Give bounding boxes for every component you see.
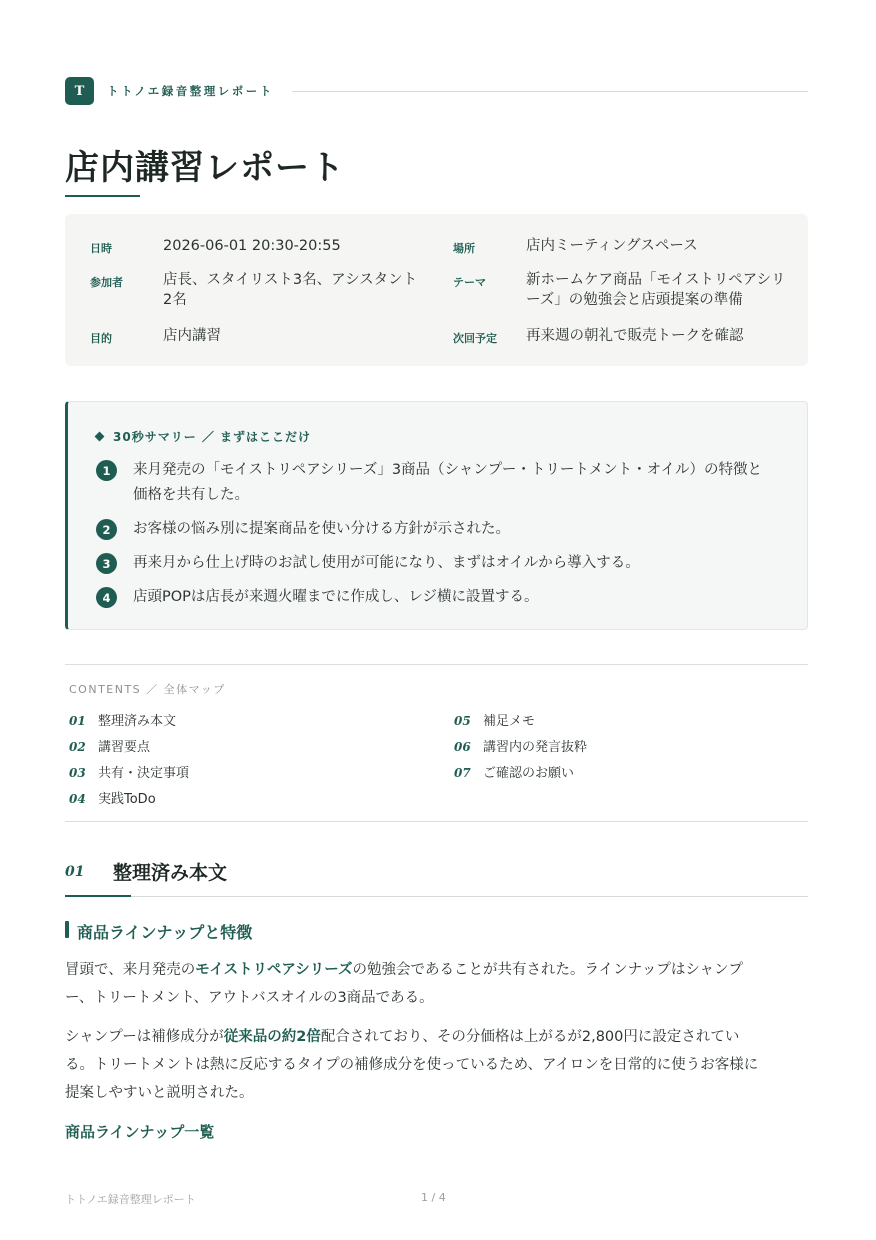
meta-participants-line1: 店長、スタイリスト3名、アシスタント (163, 272, 418, 288)
meta-place-label: 場所 (453, 242, 475, 255)
number-badge: 1 (96, 460, 117, 481)
meta-date-row (90, 236, 341, 256)
toc-label: ご確認のお願い (483, 766, 575, 781)
text-run: の勉強会であることが共有された。ラインナップはシャンプ (352, 962, 744, 978)
summary-item (96, 519, 793, 542)
meta-theme-line2: ーズ」の勉強会と店頭提案の準備 (526, 292, 743, 308)
toc-item[interactable] (69, 710, 176, 729)
meta-place-value: 店内ミーティングスペース (526, 238, 698, 254)
highlight-text: モイストリペアシリーズ (195, 962, 353, 978)
meta-purpose-value: 店内講習 (163, 328, 221, 344)
meta-next-value: 再来週の朝礼で販売トークを確認 (526, 328, 744, 344)
toc-number: 02 (69, 740, 86, 754)
toc-number: 04 (69, 792, 86, 806)
toc-label: 講習内の発言抜粋 (483, 740, 588, 755)
number-badge: 4 (96, 587, 117, 608)
text-run: シャンプーは補修成分が (65, 1029, 224, 1045)
meta-next-label: 次回予定 (453, 332, 497, 345)
section-accent-rule (65, 895, 131, 897)
subheading-accent-bar (65, 921, 69, 938)
meta-participants-label: 参加者 (90, 276, 123, 289)
brand-name: トトノエ録音整理レポート (107, 84, 274, 98)
number-badge: 2 (96, 519, 117, 540)
subheading-lineup-list: 商品ラインナップ一覧 (65, 1123, 215, 1141)
toc-item[interactable] (454, 736, 587, 755)
toc-label: 講習要点 (98, 740, 151, 755)
contents-bottom-divider (65, 821, 808, 822)
text-run: 配合されており、その分価格は上がるが2,800円に設定されてい (320, 1029, 740, 1045)
toc-item[interactable] (69, 788, 156, 807)
contents-heading: CONTENTS ／ 全体マップ (69, 683, 226, 696)
toc-label: 補足メモ (483, 714, 536, 729)
toc-item[interactable] (454, 762, 574, 781)
meta-date-label: 日時 (90, 242, 112, 255)
text-run: 提案しやすいと説明された。 (65, 1085, 254, 1101)
page-number: 1 / 4 (421, 1191, 446, 1204)
toc-item[interactable] (454, 710, 535, 729)
toc-number: 05 (454, 714, 471, 728)
toc-number: 01 (69, 714, 86, 728)
number-badge: 3 (96, 553, 117, 574)
highlight-text: 従来品の約2倍 (223, 1029, 321, 1045)
contents-top-divider (65, 664, 808, 665)
title-underline (65, 195, 140, 197)
meta-theme-value (526, 270, 786, 310)
meta-theme-row (453, 270, 786, 310)
section-number: 01 (65, 864, 85, 880)
toc-number: 03 (69, 766, 86, 780)
meta-participants-line2: 2名 (163, 292, 187, 308)
summary-item-line: 価格を共有した。 (133, 487, 249, 503)
meta-place-row (453, 236, 698, 256)
summary-item-text: 店頭POPは店長が来週火曜までに作成し、レジ横に設置する。 (133, 589, 539, 605)
toc-label: 共有・決定事項 (98, 766, 190, 781)
summary-item (96, 460, 793, 508)
section-title: 整理済み本文 (113, 862, 228, 884)
summary-box (65, 401, 808, 630)
toc-label: 実践ToDo (98, 792, 156, 807)
footer-brand: トトノエ録音整理レポート (65, 1193, 196, 1206)
text-run: 冒頭で、来月発売の (65, 962, 196, 978)
page-title: 店内講習レポート (65, 148, 345, 188)
meta-purpose-label: 目的 (90, 332, 112, 345)
summary-heading-text: 30秒サマリー ／ まずはここだけ (113, 430, 312, 444)
header-divider (292, 91, 808, 92)
toc-number: 06 (454, 740, 471, 754)
meta-date-value: 2026-06-01 20:30-20:55 (163, 238, 341, 254)
subheading: 商品ラインナップと特徴 (77, 923, 253, 942)
toc-number: 07 (454, 766, 471, 780)
body-paragraph (65, 1023, 813, 1107)
meta-participants-row (90, 270, 417, 310)
meta-purpose-row (90, 326, 221, 346)
body-paragraph (65, 956, 813, 1012)
summary-item (96, 553, 793, 576)
summary-item-text: お客様の悩み別に提案商品を使い分ける方針が示された。 (133, 521, 510, 537)
summary-heading (96, 428, 311, 445)
text-run: ー、トリートメント、アウトバスオイルの3商品である。 (65, 990, 434, 1006)
summary-item-line: 来月発売の「モイストリペアシリーズ」3商品（シャンプー・トリートメント・オイル）の特徴と (133, 462, 762, 478)
section-divider (65, 896, 808, 897)
brand-logo: T (65, 77, 94, 105)
toc-label: 整理済み本文 (98, 714, 177, 729)
meta-theme-label: テーマ (453, 276, 486, 289)
toc-item[interactable] (69, 736, 150, 755)
diamond-icon (95, 432, 105, 442)
toc-item[interactable] (69, 762, 189, 781)
summary-item (96, 587, 793, 610)
meta-next-row (453, 326, 744, 346)
text-run: る。トリートメントは熱に反応するタイプの補修成分を使っているため、アイロンを日常的に使うお客様に (65, 1057, 759, 1073)
meta-participants-value (163, 270, 417, 310)
report-header (65, 77, 808, 105)
summary-item-text (133, 458, 793, 508)
summary-item-text: 再来月から仕上げ時のお試し使用が可能になり、まずはオイルから導入する。 (133, 555, 640, 571)
meta-info-box (65, 214, 808, 366)
meta-theme-line1: 新ホームケア商品「モイストリペアシリ (526, 272, 786, 288)
